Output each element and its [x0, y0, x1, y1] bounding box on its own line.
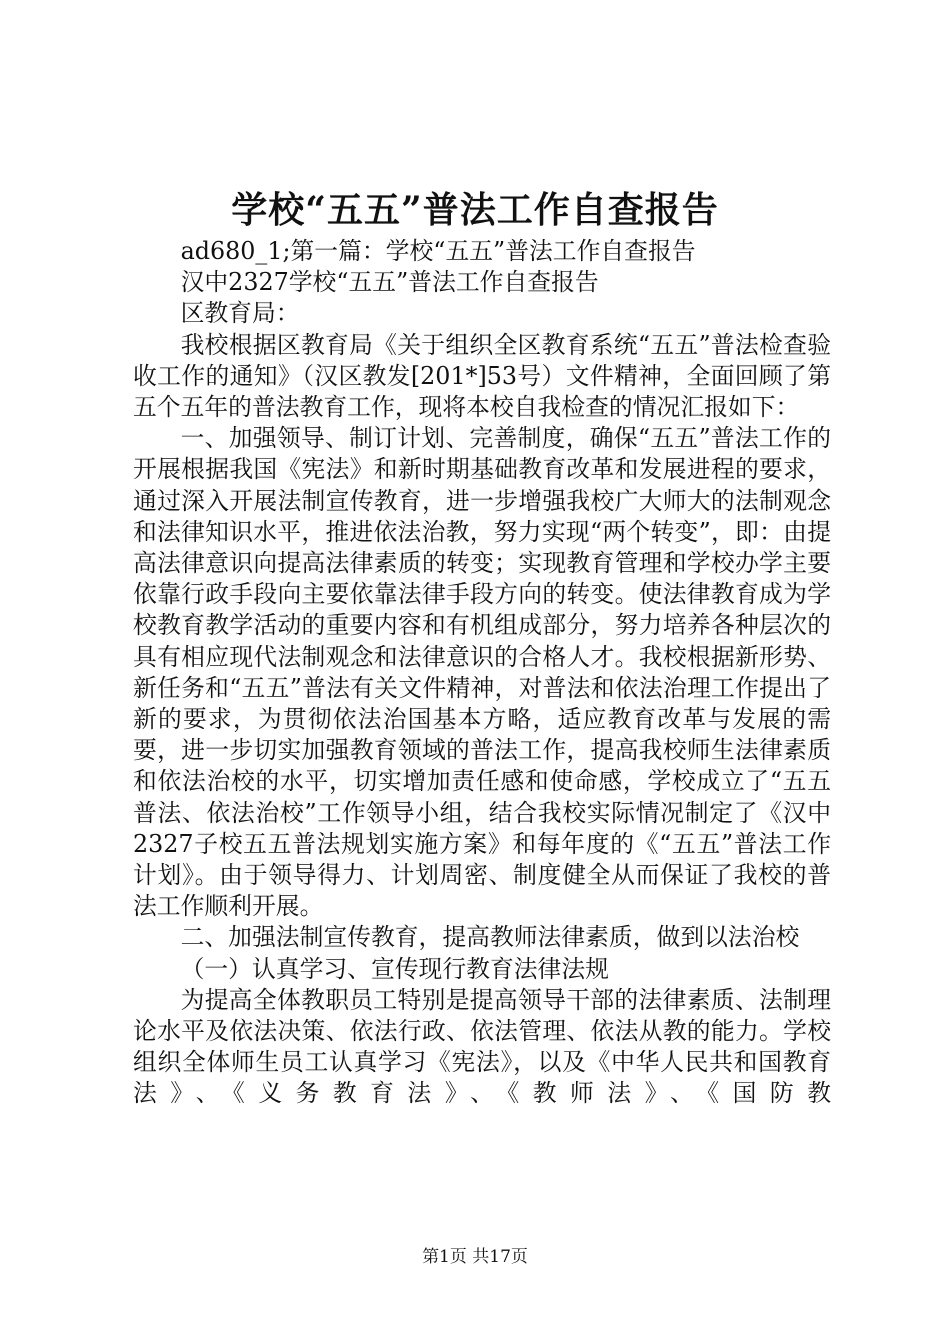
paragraph-subsection-1-heading: （一）认真学习、宣传现行教育法律法规: [180, 954, 609, 983]
paragraph-section-2-heading: 二、加强法制宣传教育，提高教师法律素质，做到以法治校: [180, 923, 800, 952]
page-number: 第1页 共17页: [422, 1247, 528, 1267]
paragraph-salutation: 区教育局：: [180, 299, 300, 328]
paragraph-subsection-1-body: 为提高全体教职员工特别是提高领导干部的法律素质、法制理论水平及依法决策、依法行政、依法管理、依法从教的能力。学校组织全体师生员工认真学习《宪法》，以及《中华人民共和国教育法》、《义务教育法》、《教师法》、《国防教: [133, 985, 831, 1108]
paragraph-section-1: 一、加强领导、制订计划、完善制度，确保“五五”普法工作的开展根据我国《宪法》和新时期基础教育改革和发展进程的要求，通过深入开展法制宣传教育，进一步增强我校广大师大的法制观念和法律知识水平，推进依法治教，努力实现“两个转变”，即：由提高法律意识向提高法律素质的转变；实现教育管理和学校办学主要依靠行政手段向主要依靠法律手段方向的转变。使法律教育成为学校教育教学活动的重要内容和有机组成部分，努力培养各种层次的具有相应现代法制观念和法律意识的合格人才。我校根据新形势、新任务和“五五”普法有关文件精神，对普法和依法治理工作提出了新的要求，为贯彻依法治国基本方略，适应教育改革与发展的需要，进一步切实加强教育领域的普法工作，提高我校师生法律素质和依法治校的水平，切实增加责任感和使命感，学校成立了“五五普法、依法治校”工作领导小组，结合我校实际情况制定了《汉中2327子校五五普法规划实施方案》和每年度的《“五五”普法工作计划》。由于领导得力、计划周密、制度健全从而保证了我校的普法工作顺利开展。: [133, 424, 831, 921]
paragraph-intro: 我校根据区教育局《关于组织全区教育系统“五五”普法检查验收工作的通知》（汉区教发[201*]53号）文件精神，全面回顾了第五个五年的普法教育工作，现将本校自我检查的情况汇报如下：: [133, 330, 831, 422]
paragraph-heading-2: 汉中2327学校“五五”普法工作自查报告: [180, 268, 599, 297]
document-body: [133, 236, 831, 1110]
paragraph-heading-1: ad680_1;第一篇：学校“五五”普法工作自查报告: [180, 237, 696, 265]
document-title: 学校“五五”普法工作自查报告: [231, 189, 719, 231]
